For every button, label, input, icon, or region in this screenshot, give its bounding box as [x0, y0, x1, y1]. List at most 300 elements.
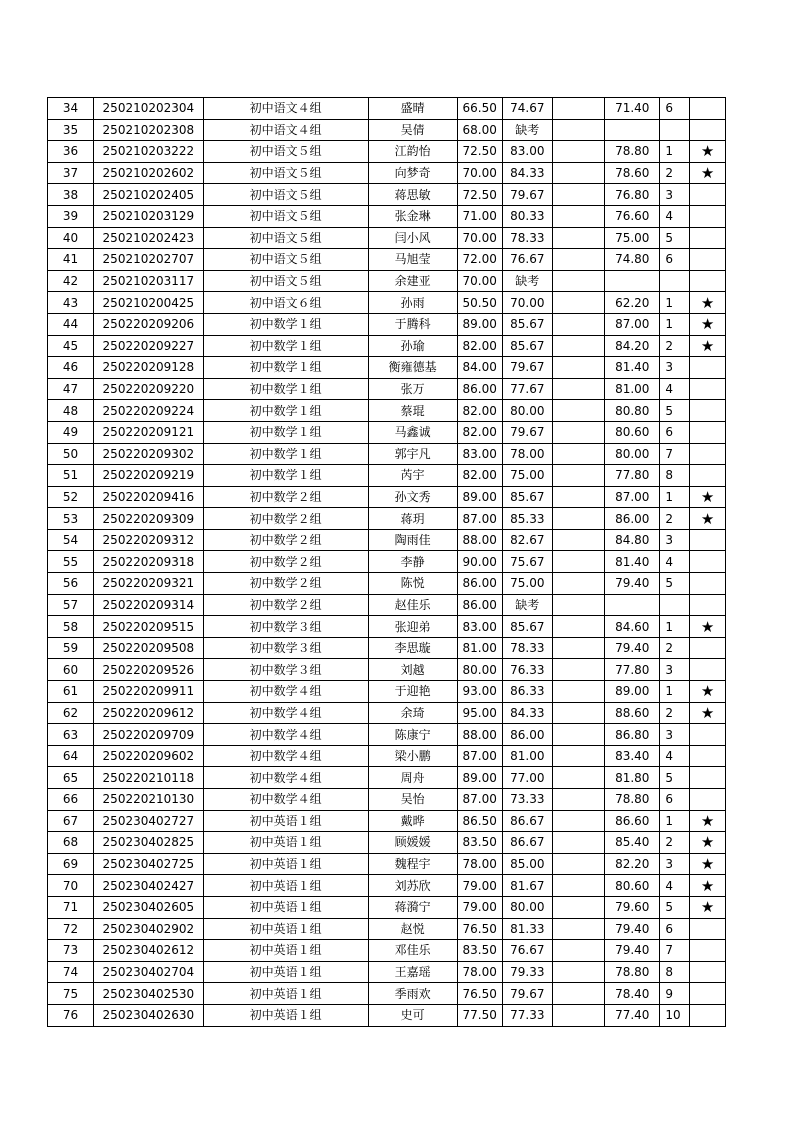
star-mark-cell [690, 659, 726, 681]
star-mark-cell [690, 400, 726, 422]
total-score-cell: 88.60 [605, 702, 660, 724]
interview-score-cell: 84.33 [502, 702, 552, 724]
row-number-cell: 70 [48, 875, 94, 897]
candidate-name-cell: 衡雍德基 [368, 357, 457, 379]
blank-cell [552, 616, 604, 638]
exam-id-cell: 250210202308 [94, 119, 204, 141]
interview-score-cell: 缺考 [502, 270, 552, 292]
rank-cell: 3 [660, 724, 690, 746]
total-score-cell: 79.40 [605, 940, 660, 962]
rank-cell: 5 [660, 400, 690, 422]
exam-id-cell: 250220209309 [94, 508, 204, 530]
blank-cell [552, 594, 604, 616]
blank-cell [552, 400, 604, 422]
star-mark-cell: ★ [690, 810, 726, 832]
total-score-cell [605, 594, 660, 616]
star-mark-cell: ★ [690, 875, 726, 897]
group-cell: 初中数学１组 [203, 313, 368, 335]
candidate-name-cell: 马旭莹 [368, 249, 457, 271]
interview-score-cell: 81.67 [502, 875, 552, 897]
interview-score-cell: 80.00 [502, 896, 552, 918]
row-number-cell: 43 [48, 292, 94, 314]
exam-id-cell: 250210202602 [94, 162, 204, 184]
table-row [48, 205, 726, 227]
group-cell: 初中数学１组 [203, 378, 368, 400]
candidate-name-cell: 孙瑜 [368, 335, 457, 357]
candidate-name-cell: 吴倩 [368, 119, 457, 141]
group-cell: 初中数学４组 [203, 789, 368, 811]
rank-cell: 7 [660, 940, 690, 962]
written-score-cell: 78.00 [457, 961, 502, 983]
group-cell: 初中数学４组 [203, 681, 368, 703]
blank-cell [552, 292, 604, 314]
candidate-name-cell: 陶雨佳 [368, 529, 457, 551]
star-mark-cell [690, 227, 726, 249]
exam-id-cell: 250220209227 [94, 335, 204, 357]
group-cell: 初中数学４组 [203, 767, 368, 789]
table-row [48, 184, 726, 206]
blank-cell [552, 573, 604, 595]
candidate-name-cell: 陈悦 [368, 573, 457, 595]
group-cell: 初中数学４组 [203, 702, 368, 724]
exam-id-cell: 250230402727 [94, 810, 204, 832]
star-mark-cell: ★ [690, 313, 726, 335]
blank-cell [552, 659, 604, 681]
written-score-cell: 70.00 [457, 162, 502, 184]
candidate-name-cell: 马鑫诚 [368, 421, 457, 443]
candidate-name-cell: 赵悦 [368, 918, 457, 940]
group-cell: 初中英语１组 [203, 896, 368, 918]
star-mark-cell [690, 443, 726, 465]
interview-score-cell: 82.67 [502, 529, 552, 551]
row-number-cell: 46 [48, 357, 94, 379]
interview-score-cell: 85.67 [502, 616, 552, 638]
table-row [48, 983, 726, 1005]
table-row [48, 573, 726, 595]
total-score-cell: 62.20 [605, 292, 660, 314]
star-mark-cell: ★ [690, 681, 726, 703]
total-score-cell: 85.40 [605, 832, 660, 854]
group-cell: 初中数学２组 [203, 508, 368, 530]
interview-score-cell: 70.00 [502, 292, 552, 314]
interview-score-cell: 78.33 [502, 637, 552, 659]
written-score-cell: 93.00 [457, 681, 502, 703]
group-cell: 初中英语１组 [203, 983, 368, 1005]
candidate-name-cell: 李静 [368, 551, 457, 573]
table-row [48, 702, 726, 724]
total-score-cell: 89.00 [605, 681, 660, 703]
star-mark-cell [690, 940, 726, 962]
exam-id-cell: 250220209128 [94, 357, 204, 379]
written-score-cell: 86.50 [457, 810, 502, 832]
star-mark-cell: ★ [690, 486, 726, 508]
group-cell: 初中数学４组 [203, 724, 368, 746]
rank-cell: 4 [660, 875, 690, 897]
rank-cell: 2 [660, 162, 690, 184]
row-number-cell: 74 [48, 961, 94, 983]
total-score-cell: 78.60 [605, 162, 660, 184]
exam-id-cell: 250220209206 [94, 313, 204, 335]
group-cell: 初中数学３组 [203, 659, 368, 681]
total-score-cell: 81.40 [605, 357, 660, 379]
star-mark-cell [690, 637, 726, 659]
rank-cell: 1 [660, 292, 690, 314]
interview-score-cell: 85.67 [502, 313, 552, 335]
group-cell: 初中数学４组 [203, 745, 368, 767]
total-score-cell: 77.80 [605, 465, 660, 487]
rank-cell: 4 [660, 745, 690, 767]
exam-id-cell: 250220209321 [94, 573, 204, 595]
interview-score-cell: 77.67 [502, 378, 552, 400]
total-score-cell: 80.60 [605, 421, 660, 443]
interview-score-cell: 80.00 [502, 400, 552, 422]
candidate-name-cell: 顾媛媛 [368, 832, 457, 854]
table-row [48, 486, 726, 508]
written-score-cell: 86.00 [457, 594, 502, 616]
exam-id-cell: 250230402725 [94, 853, 204, 875]
interview-score-cell: 76.33 [502, 659, 552, 681]
total-score-cell: 79.40 [605, 637, 660, 659]
interview-score-cell: 85.67 [502, 486, 552, 508]
score-table [47, 97, 726, 1027]
star-mark-cell [690, 594, 726, 616]
row-number-cell: 35 [48, 119, 94, 141]
interview-score-cell: 75.67 [502, 551, 552, 573]
total-score-cell: 86.00 [605, 508, 660, 530]
total-score-cell: 77.80 [605, 659, 660, 681]
exam-id-cell: 250230402902 [94, 918, 204, 940]
interview-score-cell: 86.67 [502, 810, 552, 832]
exam-id-cell: 250230402704 [94, 961, 204, 983]
candidate-name-cell: 季雨欢 [368, 983, 457, 1005]
total-score-cell: 80.80 [605, 400, 660, 422]
row-number-cell: 51 [48, 465, 94, 487]
star-mark-cell [690, 918, 726, 940]
row-number-cell: 44 [48, 313, 94, 335]
candidate-name-cell: 王嘉瑶 [368, 961, 457, 983]
exam-id-cell: 250220209121 [94, 421, 204, 443]
written-score-cell: 87.00 [457, 789, 502, 811]
blank-cell [552, 983, 604, 1005]
blank-cell [552, 529, 604, 551]
rank-cell [660, 119, 690, 141]
table-row [48, 335, 726, 357]
written-score-cell: 82.00 [457, 421, 502, 443]
group-cell: 初中数学２组 [203, 594, 368, 616]
rank-cell: 2 [660, 702, 690, 724]
table-row [48, 270, 726, 292]
blank-cell [552, 745, 604, 767]
written-score-cell: 83.00 [457, 443, 502, 465]
rank-cell: 6 [660, 789, 690, 811]
blank-cell [552, 249, 604, 271]
star-mark-cell [690, 529, 726, 551]
interview-score-cell: 缺考 [502, 594, 552, 616]
blank-cell [552, 227, 604, 249]
total-score-cell: 78.80 [605, 961, 660, 983]
written-score-cell: 77.50 [457, 1004, 502, 1026]
candidate-name-cell: 张金琳 [368, 205, 457, 227]
candidate-name-cell: 江韵怡 [368, 141, 457, 163]
star-mark-cell [690, 205, 726, 227]
rank-cell: 3 [660, 529, 690, 551]
interview-score-cell: 79.67 [502, 357, 552, 379]
total-score-cell [605, 119, 660, 141]
table-row [48, 378, 726, 400]
table-row [48, 767, 726, 789]
row-number-cell: 47 [48, 378, 94, 400]
interview-score-cell: 79.67 [502, 184, 552, 206]
row-number-cell: 61 [48, 681, 94, 703]
blank-cell [552, 270, 604, 292]
row-number-cell: 52 [48, 486, 94, 508]
row-number-cell: 50 [48, 443, 94, 465]
star-mark-cell [690, 961, 726, 983]
candidate-name-cell: 刘越 [368, 659, 457, 681]
group-cell: 初中英语１组 [203, 940, 368, 962]
group-cell: 初中英语１组 [203, 1004, 368, 1026]
group-cell: 初中英语１组 [203, 961, 368, 983]
total-score-cell: 84.80 [605, 529, 660, 551]
blank-cell [552, 486, 604, 508]
written-score-cell: 89.00 [457, 313, 502, 335]
blank-cell [552, 184, 604, 206]
candidate-name-cell: 周舟 [368, 767, 457, 789]
table-row [48, 141, 726, 163]
star-mark-cell: ★ [690, 896, 726, 918]
exam-id-cell: 250210202304 [94, 98, 204, 120]
exam-id-cell: 250210203117 [94, 270, 204, 292]
row-number-cell: 45 [48, 335, 94, 357]
group-cell: 初中数学１组 [203, 400, 368, 422]
rank-cell: 8 [660, 961, 690, 983]
total-score-cell: 81.00 [605, 378, 660, 400]
total-score-cell: 80.60 [605, 875, 660, 897]
interview-score-cell: 79.67 [502, 421, 552, 443]
exam-id-cell: 250210203222 [94, 141, 204, 163]
candidate-name-cell: 闫小风 [368, 227, 457, 249]
rank-cell: 10 [660, 1004, 690, 1026]
table-row [48, 98, 726, 120]
total-score-cell: 86.80 [605, 724, 660, 746]
group-cell: 初中数学２组 [203, 529, 368, 551]
rank-cell: 3 [660, 357, 690, 379]
exam-id-cell: 250220209526 [94, 659, 204, 681]
row-number-cell: 66 [48, 789, 94, 811]
group-cell: 初中英语１组 [203, 918, 368, 940]
interview-score-cell: 78.33 [502, 227, 552, 249]
candidate-name-cell: 邓佳乐 [368, 940, 457, 962]
exam-id-cell: 250210202707 [94, 249, 204, 271]
blank-cell [552, 1004, 604, 1026]
written-score-cell: 76.50 [457, 918, 502, 940]
interview-score-cell: 78.00 [502, 443, 552, 465]
rank-cell: 1 [660, 616, 690, 638]
written-score-cell: 90.00 [457, 551, 502, 573]
interview-score-cell: 75.00 [502, 573, 552, 595]
written-score-cell: 68.00 [457, 119, 502, 141]
row-number-cell: 67 [48, 810, 94, 832]
candidate-name-cell: 蒋玥 [368, 508, 457, 530]
star-mark-cell [690, 98, 726, 120]
candidate-name-cell: 李思璇 [368, 637, 457, 659]
rank-cell: 2 [660, 832, 690, 854]
total-score-cell: 76.60 [605, 205, 660, 227]
star-mark-cell: ★ [690, 508, 726, 530]
row-number-cell: 58 [48, 616, 94, 638]
total-score-cell: 86.60 [605, 810, 660, 832]
star-mark-cell [690, 184, 726, 206]
table-row [48, 119, 726, 141]
candidate-name-cell: 于腾科 [368, 313, 457, 335]
table-row [48, 443, 726, 465]
written-score-cell: 72.00 [457, 249, 502, 271]
exam-id-cell: 250220209314 [94, 594, 204, 616]
table-row [48, 162, 726, 184]
total-score-cell: 71.40 [605, 98, 660, 120]
total-score-cell [605, 270, 660, 292]
written-score-cell: 79.00 [457, 875, 502, 897]
blank-cell [552, 141, 604, 163]
row-number-cell: 57 [48, 594, 94, 616]
rank-cell: 5 [660, 573, 690, 595]
blank-cell [552, 681, 604, 703]
candidate-name-cell: 张万 [368, 378, 457, 400]
interview-score-cell: 74.67 [502, 98, 552, 120]
written-score-cell: 78.00 [457, 853, 502, 875]
group-cell: 初中语文４组 [203, 98, 368, 120]
candidate-name-cell: 史可 [368, 1004, 457, 1026]
written-score-cell: 89.00 [457, 767, 502, 789]
row-number-cell: 42 [48, 270, 94, 292]
star-mark-cell [690, 249, 726, 271]
blank-cell [552, 205, 604, 227]
candidate-name-cell: 蒋漪宁 [368, 896, 457, 918]
table-row [48, 961, 726, 983]
blank-cell [552, 119, 604, 141]
row-number-cell: 75 [48, 983, 94, 1005]
rank-cell: 3 [660, 184, 690, 206]
total-score-cell: 78.40 [605, 983, 660, 1005]
candidate-name-cell: 蔡琨 [368, 400, 457, 422]
rank-cell: 1 [660, 681, 690, 703]
rank-cell: 1 [660, 141, 690, 163]
blank-cell [552, 789, 604, 811]
total-score-cell: 76.80 [605, 184, 660, 206]
blank-cell [552, 443, 604, 465]
rank-cell: 6 [660, 421, 690, 443]
blank-cell [552, 918, 604, 940]
star-mark-cell [690, 551, 726, 573]
total-score-cell: 84.60 [605, 616, 660, 638]
star-mark-cell: ★ [690, 832, 726, 854]
row-number-cell: 49 [48, 421, 94, 443]
written-score-cell: 83.00 [457, 616, 502, 638]
row-number-cell: 54 [48, 529, 94, 551]
rank-cell: 1 [660, 486, 690, 508]
table-row [48, 853, 726, 875]
blank-cell [552, 378, 604, 400]
rank-cell: 8 [660, 465, 690, 487]
candidate-name-cell: 向梦奇 [368, 162, 457, 184]
total-score-cell: 81.80 [605, 767, 660, 789]
exam-id-cell: 250230402612 [94, 940, 204, 962]
score-table-body [48, 98, 726, 1027]
exam-id-cell: 250220209911 [94, 681, 204, 703]
interview-score-cell: 73.33 [502, 789, 552, 811]
row-number-cell: 73 [48, 940, 94, 962]
interview-score-cell: 缺考 [502, 119, 552, 141]
star-mark-cell [690, 724, 726, 746]
interview-score-cell: 85.00 [502, 853, 552, 875]
blank-cell [552, 335, 604, 357]
blank-cell [552, 98, 604, 120]
exam-id-cell: 250220209220 [94, 378, 204, 400]
row-number-cell: 34 [48, 98, 94, 120]
star-mark-cell [690, 983, 726, 1005]
written-score-cell: 72.50 [457, 184, 502, 206]
row-number-cell: 62 [48, 702, 94, 724]
group-cell: 初中英语１组 [203, 853, 368, 875]
interview-score-cell: 86.67 [502, 832, 552, 854]
blank-cell [552, 961, 604, 983]
table-row [48, 529, 726, 551]
group-cell: 初中语文５组 [203, 184, 368, 206]
star-mark-cell [690, 421, 726, 443]
group-cell: 初中数学３组 [203, 637, 368, 659]
exam-id-cell: 250230402825 [94, 832, 204, 854]
blank-cell [552, 551, 604, 573]
row-number-cell: 65 [48, 767, 94, 789]
interview-score-cell: 85.33 [502, 508, 552, 530]
blank-cell [552, 465, 604, 487]
written-score-cell: 87.00 [457, 508, 502, 530]
written-score-cell: 88.00 [457, 724, 502, 746]
written-score-cell: 87.00 [457, 745, 502, 767]
written-score-cell: 82.00 [457, 335, 502, 357]
candidate-name-cell: 盛晴 [368, 98, 457, 120]
group-cell: 初中数学１组 [203, 443, 368, 465]
table-row [48, 789, 726, 811]
star-mark-cell: ★ [690, 292, 726, 314]
star-mark-cell: ★ [690, 335, 726, 357]
exam-id-cell: 250220209312 [94, 529, 204, 551]
total-score-cell: 74.80 [605, 249, 660, 271]
table-row [48, 810, 726, 832]
row-number-cell: 56 [48, 573, 94, 595]
group-cell: 初中数学１组 [203, 335, 368, 357]
total-score-cell: 87.00 [605, 486, 660, 508]
total-score-cell: 78.80 [605, 789, 660, 811]
star-mark-cell: ★ [690, 141, 726, 163]
row-number-cell: 40 [48, 227, 94, 249]
rank-cell: 3 [660, 853, 690, 875]
rank-cell: 5 [660, 227, 690, 249]
rank-cell: 1 [660, 810, 690, 832]
interview-score-cell: 81.00 [502, 745, 552, 767]
table-row [48, 681, 726, 703]
group-cell: 初中英语１组 [203, 810, 368, 832]
row-number-cell: 48 [48, 400, 94, 422]
table-row [48, 918, 726, 940]
row-number-cell: 38 [48, 184, 94, 206]
written-score-cell: 84.00 [457, 357, 502, 379]
total-score-cell: 79.60 [605, 896, 660, 918]
row-number-cell: 69 [48, 853, 94, 875]
interview-score-cell: 81.33 [502, 918, 552, 940]
interview-score-cell: 85.67 [502, 335, 552, 357]
star-mark-cell [690, 465, 726, 487]
